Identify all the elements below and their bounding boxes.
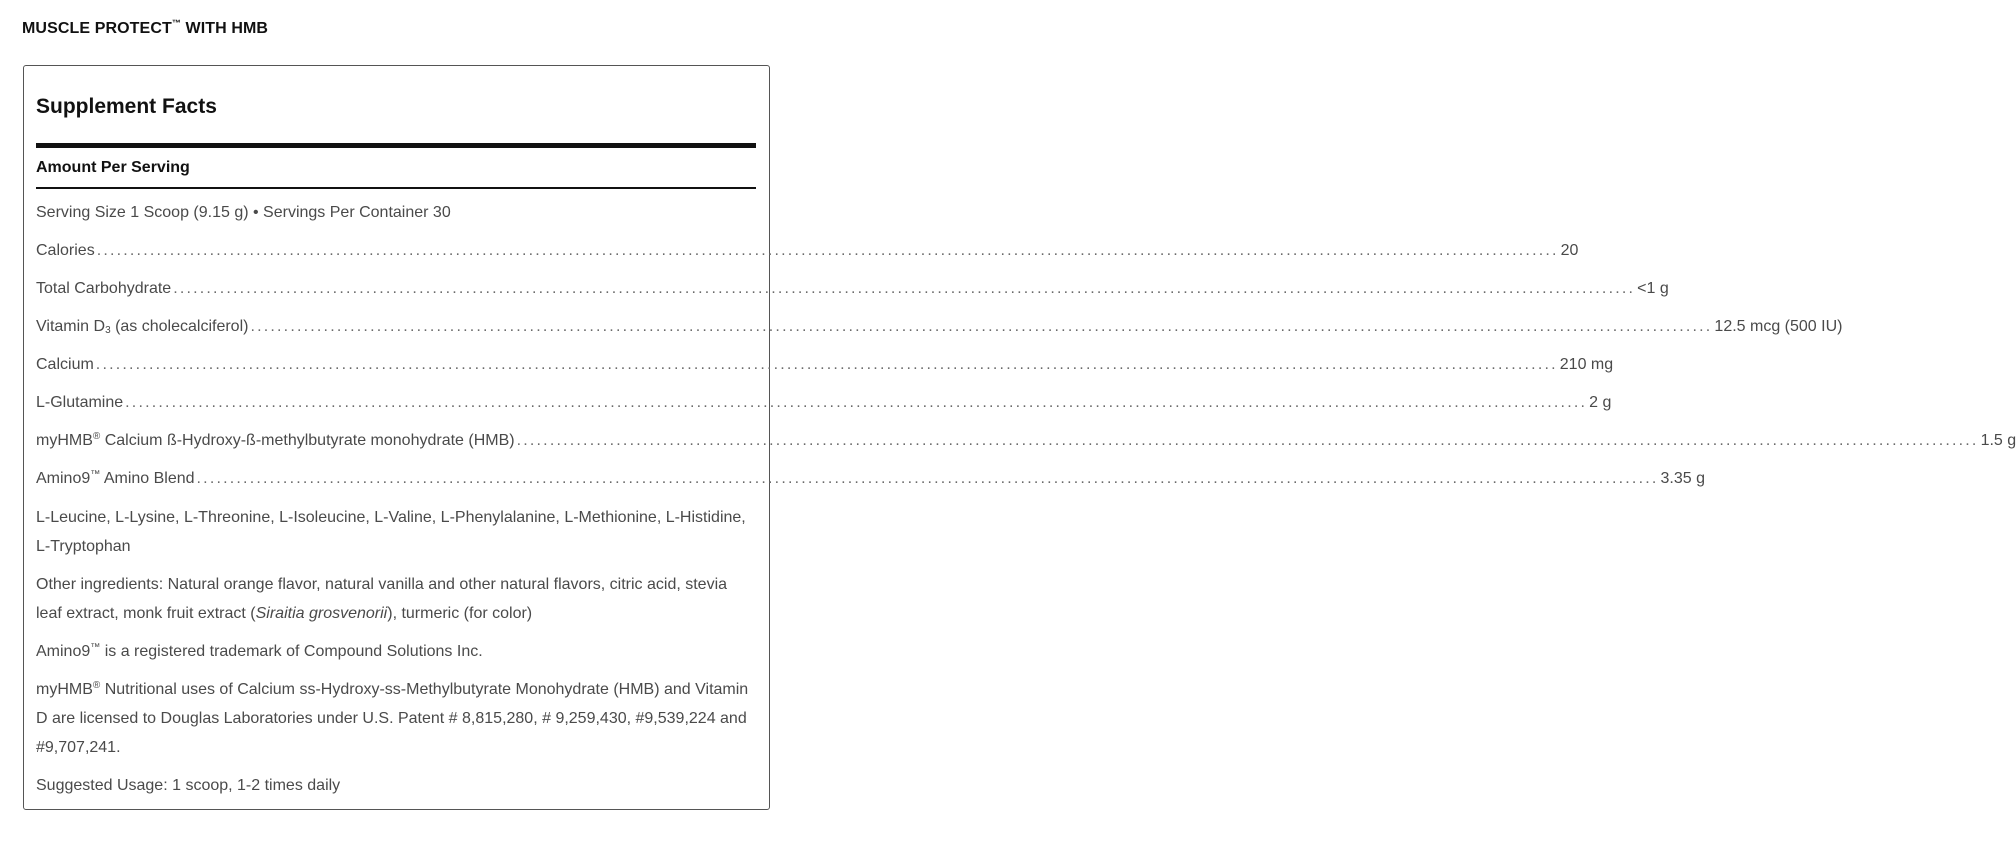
license-note-text: Nutritional uses of Calcium ss-Hydroxy-ss-Methylbutyrate Monohydrate (HMB) and Vitamin D are licensed to Douglas Laboratories under U.S. Patent # 8,815,280, # 9,259,430, #9,539,224 and #9,707,241.	[36, 681, 749, 756]
registered-symbol: ®	[92, 431, 101, 442]
nutrient-name: L-Glutamine	[36, 394, 124, 411]
nutrient-row-total-carbohydrate	[36, 279, 1669, 299]
nutrient-name-part: myHMB	[36, 432, 93, 449]
nutrient-name: Calcium	[36, 356, 94, 373]
nutrient-name: Calories	[36, 242, 95, 259]
product-name-suffix: WITH HMB	[180, 20, 269, 37]
nutrient-subscript: 3	[105, 325, 111, 336]
thin-divider	[36, 187, 756, 189]
nutrient-row-calories	[36, 241, 1579, 261]
dot-leader: ............................................................................................................................................................................................................................	[125, 394, 1588, 411]
product-title	[22, 20, 268, 38]
nutrient-row-calcium	[36, 355, 1614, 375]
nutrient-name-part: Amino9	[36, 470, 91, 487]
trademark-symbol: ™	[90, 642, 101, 653]
nutrient-name-part: Vitamin D	[36, 318, 106, 335]
trademark-symbol: ™	[171, 18, 181, 28]
supplement-facts-panel	[23, 65, 2016, 810]
nutrient-name: Total Carbohydrate	[36, 280, 172, 297]
suggested-usage: Suggested Usage: 1 scoop, 1-2 times daily	[36, 777, 341, 794]
nutrient-row-vitamin-d3	[36, 317, 1843, 337]
nutrient-name-part: Calcium ß-Hydroxy-ß-methylbutyrate monohydrate (HMB)	[100, 432, 515, 449]
thick-divider	[36, 143, 756, 148]
nutrient-amount: 2 g	[1589, 394, 1612, 411]
nutrient-row-l-glutamine	[36, 393, 1612, 413]
dot-leader: ............................................................................................................................................................................................................................	[516, 432, 1979, 449]
dot-leader: ............................................................................................................................................................................................................................	[95, 356, 1558, 373]
registered-symbol: ®	[92, 680, 101, 691]
latin-name: Siraitia grosvenorii	[255, 605, 388, 622]
other-ingredients-text: ), turmeric (for color)	[387, 605, 533, 622]
dot-leader: ............................................................................................................................................................................................................................	[173, 280, 1636, 297]
nutrient-amount: 210 mg	[1559, 356, 1614, 373]
amount-per-serving-heading: Amount Per Serving	[36, 159, 190, 176]
nutrient-row-amino9	[36, 469, 1705, 489]
dot-leader: ............................................................................................................................................................................................................................	[196, 470, 1659, 487]
nutrient-amount: <1 g	[1637, 280, 1669, 297]
nutrient-row-myhmb	[36, 431, 2016, 451]
nutrient-amount: 12.5 mcg (500 IU)	[1714, 318, 1843, 335]
nutrient-amount: 3.35 g	[1660, 470, 1705, 487]
other-ingredients	[36, 570, 756, 628]
nutrient-name	[36, 317, 248, 341]
product-name: MUSCLE PROTECT	[22, 20, 172, 37]
nutrient-name-part: (as cholecalciferol)	[110, 318, 249, 335]
license-note-text: myHMB	[36, 681, 93, 698]
trademark-note-text: Amino9	[36, 643, 91, 660]
license-note	[36, 675, 756, 762]
facts-heading: Supplement Facts	[36, 95, 217, 118]
nutrient-name	[36, 431, 515, 451]
nutrient-amount: 20	[1560, 242, 1579, 259]
dot-leader: ............................................................................................................................................................................................................................	[96, 242, 1559, 259]
nutrient-amount: 1.5 g	[1980, 432, 2016, 449]
trademark-symbol: ™	[90, 469, 101, 480]
trademark-note-text: is a registered trademark of Compound Solutions Inc.	[100, 643, 483, 660]
other-ingredients-text: Other ingredients: Natural orange flavor, natural vanilla and other natural flavors, citric acid, stevia leaf extract, monk fruit extract (	[36, 576, 728, 622]
dot-leader: ............................................................................................................................................................................................................................	[250, 318, 1713, 335]
trademark-note	[36, 637, 756, 666]
serving-line: Serving Size 1 Scoop (9.15 g) • Servings Per Container 30	[36, 204, 451, 221]
nutrient-name-part: Amino Blend	[100, 470, 195, 487]
amino-blend-list: L-Leucine, L-Lysine, L-Threonine, L-Isoleucine, L-Valine, L-Phenylalanine, L-Methionine, L-Histidine, L-Tryptophan	[36, 509, 746, 555]
nutrient-name	[36, 469, 195, 489]
